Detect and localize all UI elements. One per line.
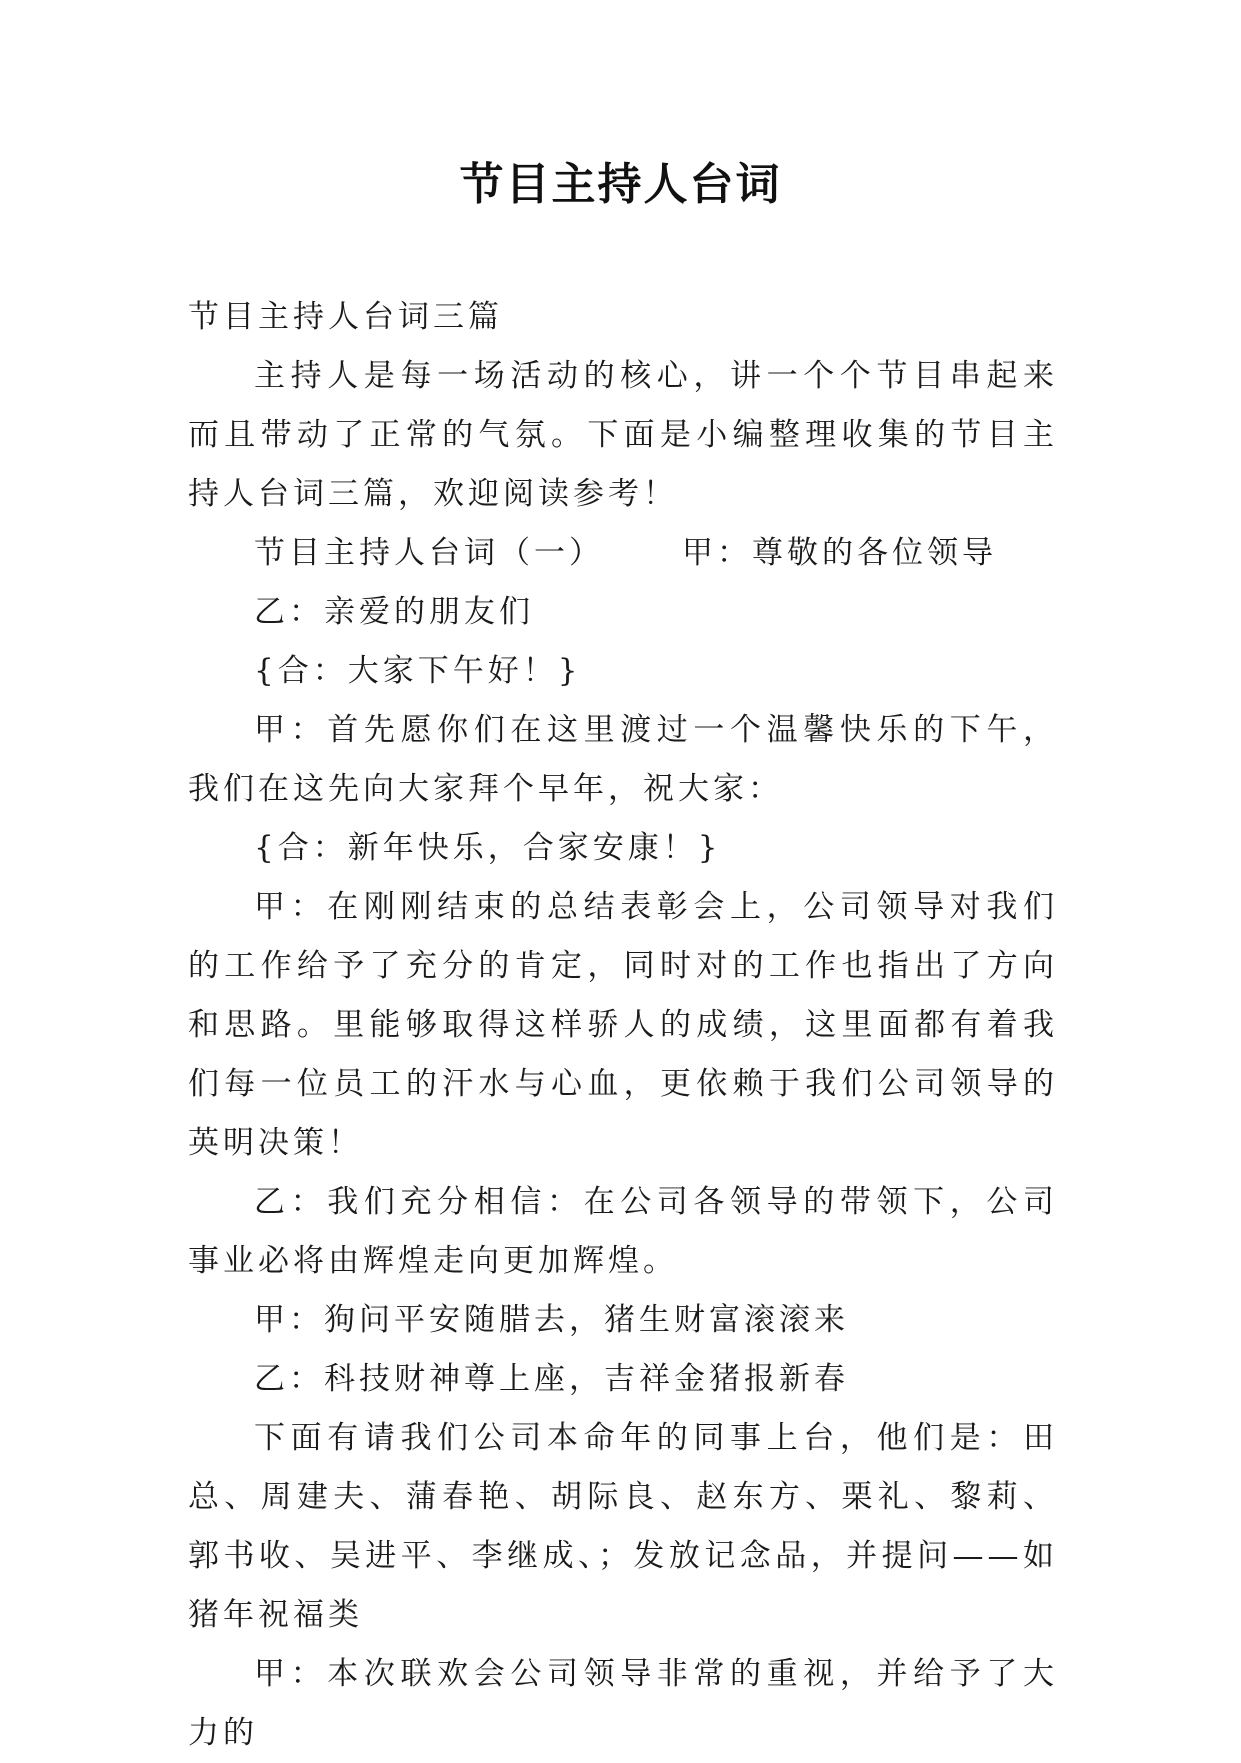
speaker-line: 甲：尊敬的各位领导 [682,535,997,571]
section-heading: 节目主持人台词（一） [254,535,604,571]
paragraph-line: 甲：首先愿你们在这里渡过一个温馨快乐的下午，我们在这先向大家拜个早年，祝大家： [188,712,1058,807]
document-body [188,288,1058,1763]
paragraph-line: 甲：本次联欢会公司领导非常的重视，并给予了大力的 [188,1656,1058,1751]
paragraph-line: 乙：我们充分相信：在公司各领导的带领下，公司事业必将由辉煌走向更加辉煌。 [188,1184,1058,1279]
paragraph-line: {合：大家下午好！} [254,653,582,689]
paragraph-intro: 主持人是每一场活动的核心，讲一个个节目串起来而且带动了正常的气氛。下面是小编整理收集的节目主持人台词三篇，欢迎阅读参考！ [188,358,1058,512]
paragraph-line: 甲：在刚刚结束的总结表彰会上，公司领导对我们的工作给予了充分的肯定，同时对的工作也指出了方向和思路。里能够取得这样骄人的成绩，这里面都有着我们每一位员工的汗水与心血，更依赖于我们公司领导的英明决策！ [188,889,1058,1161]
paragraph-section-heading [188,524,1058,583]
paragraph-line: {合：新年快乐，合家安康！} [254,830,722,866]
paragraph-line: 乙：科技财神尊上座，吉祥金猪报新春 [254,1361,849,1397]
paragraph-subtitle: 节目主持人台词三篇 [188,299,503,335]
paragraph-line: 乙：亲爱的朋友们 [254,594,534,630]
document-title: 节目主持人台词 [459,159,782,210]
paragraph-line: 甲：狗问平安随腊去，猪生财富滚滚来 [254,1302,849,1338]
paragraph-line: 下面有请我们公司本命年的同事上台，他们是：田总、周建夫、蒲春艳、胡际良、赵东方、栗礼、黎莉、郭书收、吴进平、李继成、；发放记念品，并提问——如猪年祝福类 [188,1420,1058,1633]
